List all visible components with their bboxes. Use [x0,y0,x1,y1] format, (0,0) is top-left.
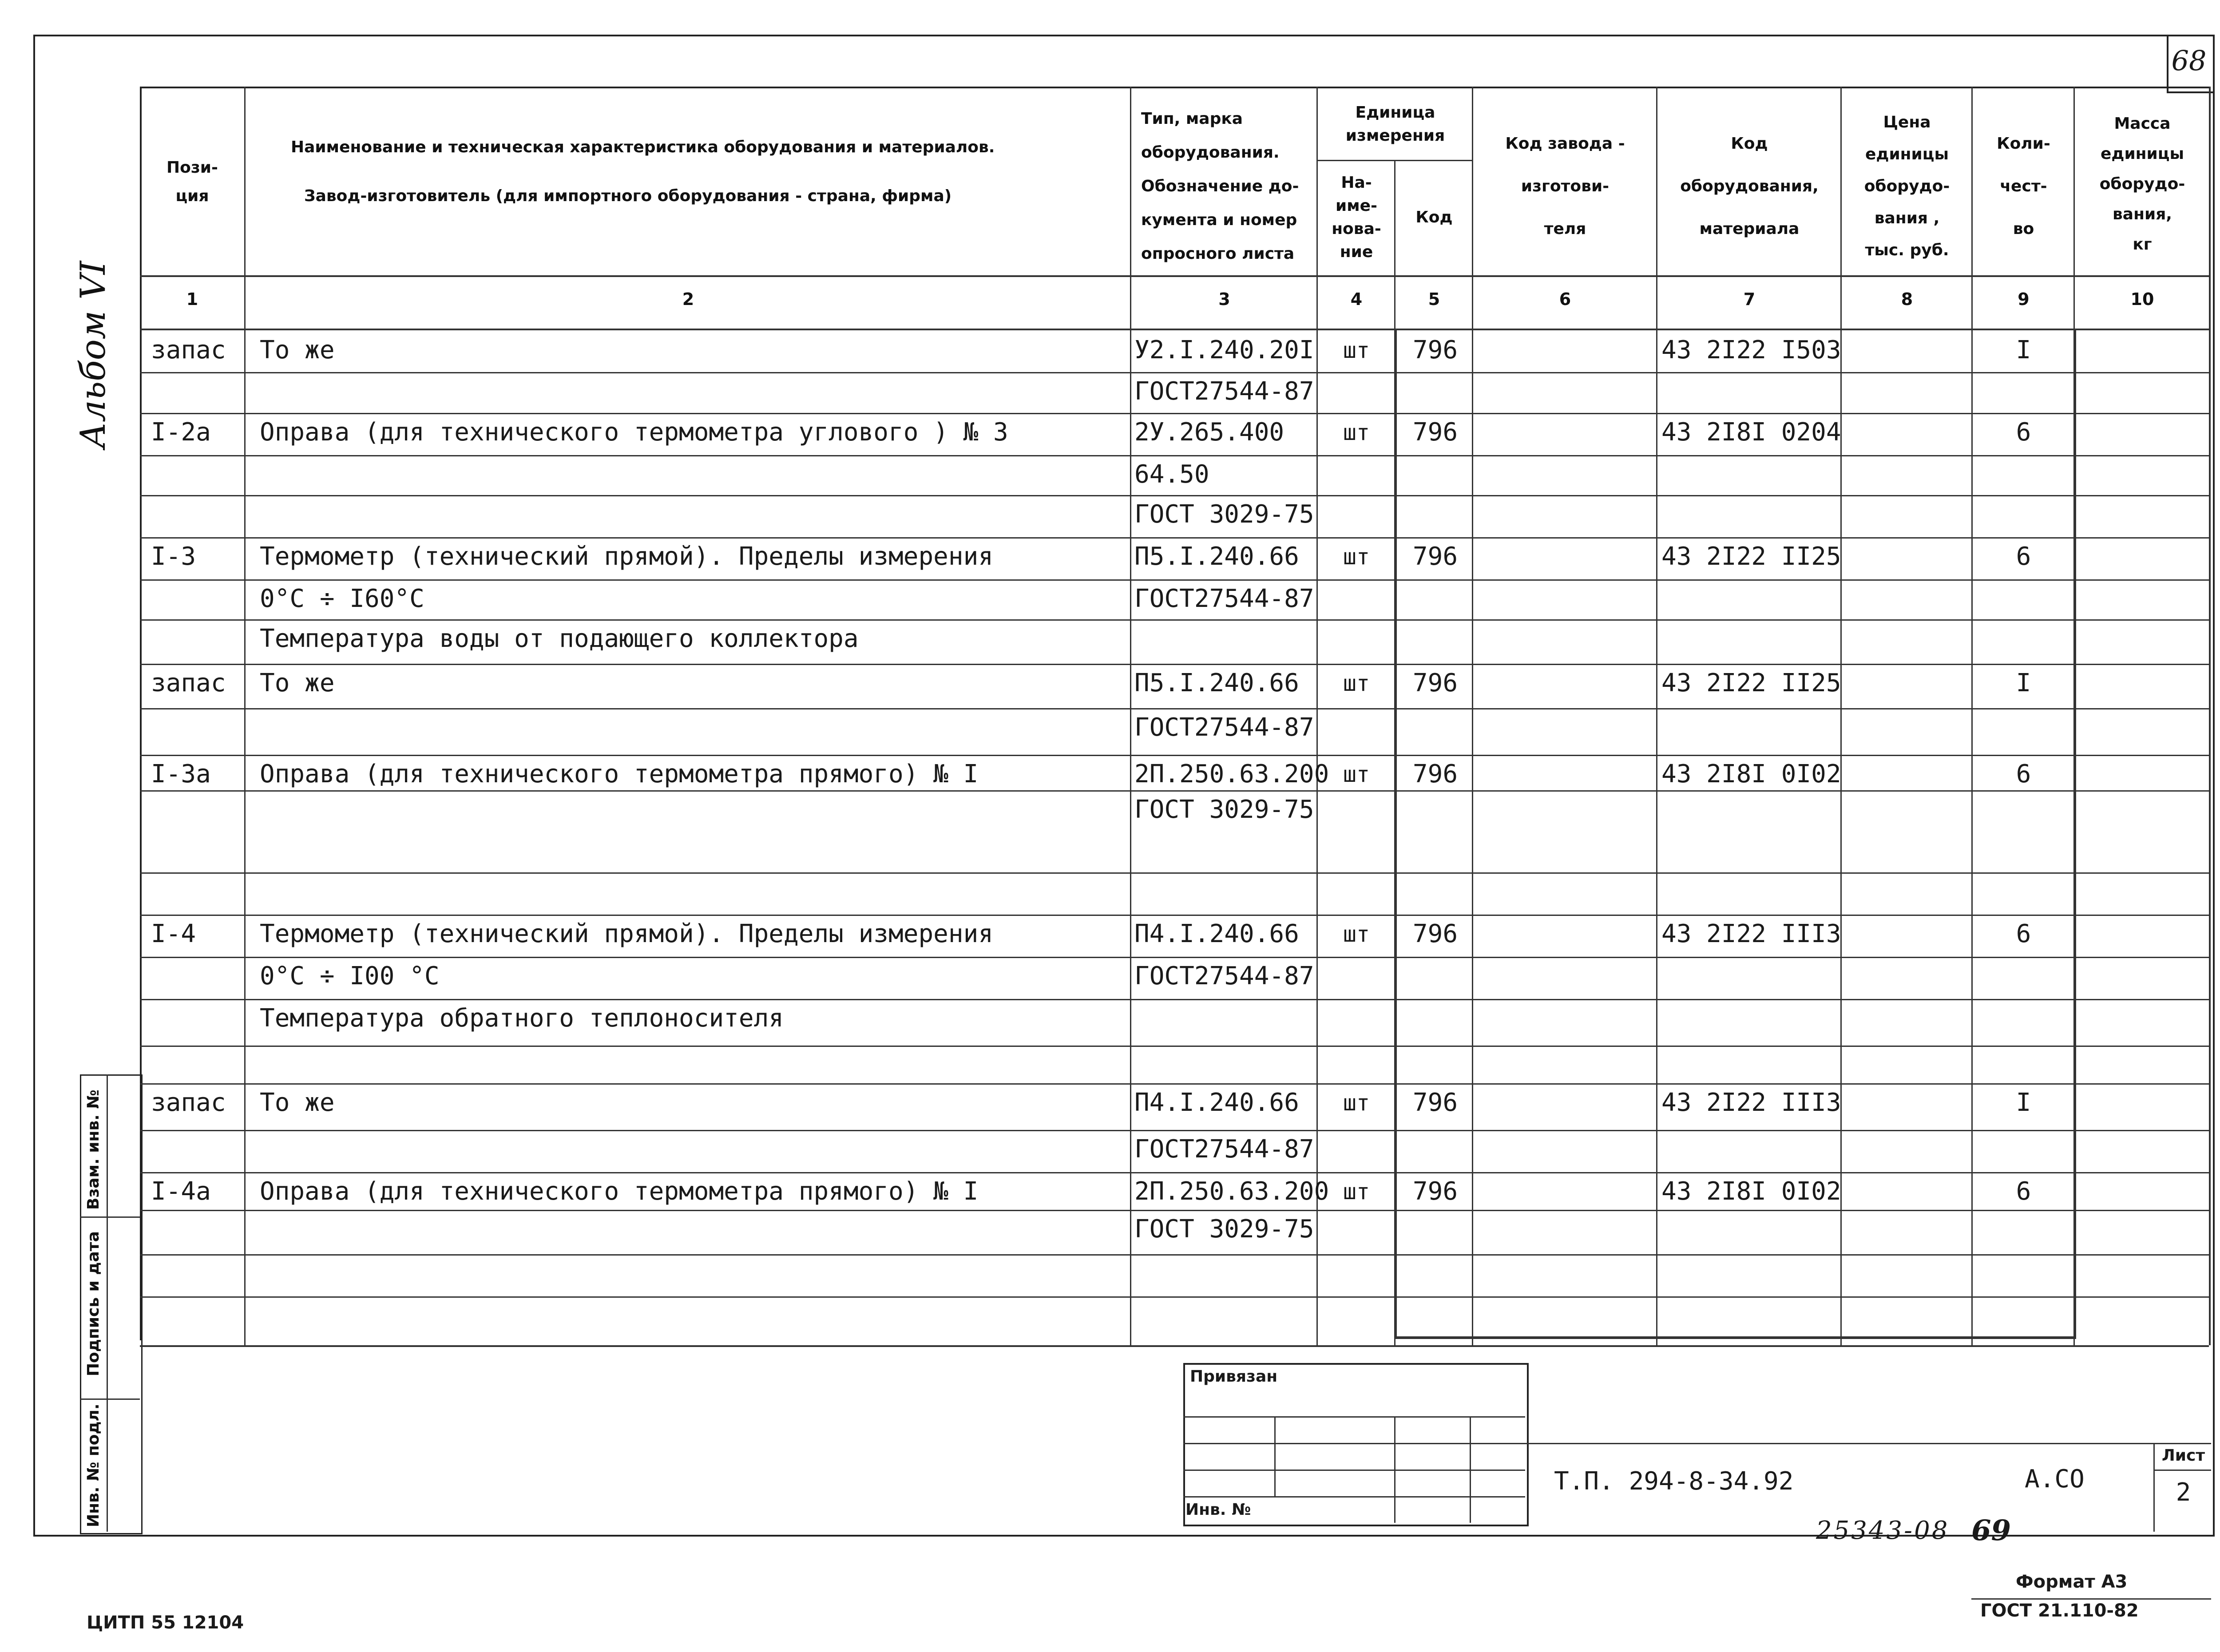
cell-type: 2П.250.63.200 [1134,1177,1329,1206]
col-number: 10 [2130,289,2154,309]
cell-name: То же [260,1088,335,1117]
cell-unit: шт [1343,670,1370,696]
cell-equip: 43 2I22 II25 [1661,542,1841,571]
album-label: Альбом VI [73,261,113,448]
inv-podl-label: Инв. № подл. [84,1403,103,1527]
col-number: 4 [1350,289,1363,309]
header-name-line2: Завод-изготовитель (для импортного оборудования - страна, фирма) [304,187,952,205]
header-price: Цена единицы оборудо- вания , тыс. руб. [1864,113,1950,259]
header-type: Тип, марка оборудования. Обозначение до- кумента и номер опросного листа [1141,110,1299,263]
cell-type: ГОСТ27544-87 [1134,713,1314,742]
podpis-label: Подпись и дата [84,1231,103,1376]
cell-type: 2П.250.63.200 [1134,760,1329,788]
col-number: 5 [1428,289,1440,309]
vzam-inv-label: Взам. инв. № [84,1089,103,1210]
cell-type: П4.I.240.66 [1134,919,1299,948]
cell-type: П5.I.240.66 [1134,542,1299,571]
print-code: ЦИТП 55 12104 [87,1612,244,1633]
cell-type: 64.50 [1134,460,1209,489]
cell-qty: 6 [2016,542,2031,571]
format-label: Формат А3 [2016,1572,2128,1592]
cell-pos: I-4а [151,1177,211,1206]
cell-code: 796 [1412,1088,1458,1117]
col-number: 6 [1559,289,1571,309]
cell-unit: шт [1343,761,1370,787]
col-number: 8 [1901,289,1913,309]
cell-qty: 6 [2016,1177,2031,1206]
cell-unit: шт [1343,1090,1370,1116]
list-number: 2 [2176,1478,2191,1507]
doc-code: Т.П. 294-8-34.92 [1554,1467,1794,1496]
cell-equip: 43 2I22 I503 [1661,336,1841,364]
cell-equip: 43 2I22 III3 [1661,919,1841,948]
cell-unit: шт [1343,420,1370,445]
cell-name: То же [260,336,335,364]
cell-code: 796 [1412,669,1458,697]
cell-qty: 6 [2016,418,2031,447]
cell-name: Термометр (технический прямой). Пределы измерения [260,542,994,571]
cell-type: ГОСТ27544-87 [1134,962,1314,990]
cell-pos: запас [151,669,226,697]
sheet-code: А.СО [2025,1465,2085,1494]
cell-name: Термометр (технический прямой). Пределы измерения [260,919,994,948]
handwritten-page: 69 [1971,1514,2011,1547]
header-unit-code: Код [1415,208,1453,226]
cell-name: Оправа (для технического термометра прямого) № I [260,1177,979,1206]
cell-type: ГОСТ 3029-75 [1134,795,1314,824]
header-mass: Масса единицы оборудо- вания, кг [2099,115,2185,254]
cell-type: П5.I.240.66 [1134,669,1299,697]
header-unit-name: На- име- нова- ние [1332,174,1381,261]
cell-equip: 43 2I8I 0I02 [1661,760,1841,788]
cell-name: Температура обратного теплоносителя [260,1004,784,1033]
cell-type: У2.I.240.20I [1134,336,1314,364]
cell-pos: I-4 [151,919,196,948]
cell-qty: 6 [2016,760,2031,788]
cell-type: ГОСТ27544-87 [1134,584,1314,613]
header-qty: Коли- чест- во [1997,135,2050,238]
cell-unit: шт [1343,921,1370,947]
cell-unit: шт [1343,1179,1370,1204]
col-number: 3 [1218,289,1230,309]
cell-type: ГОСТ27544-87 [1134,1135,1314,1164]
header-equip-code: Код оборудования, материала [1680,135,1819,238]
cell-equip: 43 2I22 II25 [1661,669,1841,697]
col-number: 9 [2018,289,2030,309]
col-number: 7 [1743,289,1756,309]
col-number: 1 [186,289,198,309]
cell-code: 796 [1412,1177,1458,1206]
cell-qty: I [2016,336,2031,364]
cell-name: Температура воды от подающего коллектора [260,624,859,653]
inv-no-label: Инв. № [1185,1501,1251,1519]
cell-code: 796 [1412,336,1458,364]
cell-qty: I [2016,669,2031,697]
cell-equip: 43 2I8I 0I02 [1661,1177,1841,1206]
cell-equip: 43 2I8I 0204 [1661,418,1841,447]
gost-label: ГОСТ 21.110-82 [1980,1600,2139,1621]
cell-code: 796 [1412,542,1458,571]
cell-name: То же [260,669,335,697]
cell-pos: I-3а [151,760,211,788]
cell-type: ГОСТ 3029-75 [1134,500,1314,529]
cell-code: 796 [1412,919,1458,948]
cell-pos: I-3 [151,542,196,571]
list-label: Лист [2161,1446,2205,1465]
cell-pos: запас [151,1088,226,1117]
cell-type: ГОСТ27544-87 [1134,377,1314,406]
cell-qty: 6 [2016,919,2031,948]
cell-pos: I-2а [151,418,211,447]
cell-type: П4.I.240.66 [1134,1088,1299,1117]
header-name-line1: Наименование и техническая характеристика оборудования и материалов. [291,138,995,156]
col-number: 2 [682,289,694,309]
header-pos: Пози- ция [166,158,218,205]
cell-unit: шт [1343,337,1370,363]
cell-qty: I [2016,1088,2031,1117]
cell-pos: запас [151,336,226,364]
handwritten-number: 25343-08 [1816,1516,1950,1545]
cell-type: 2У.265.400 [1134,418,1284,447]
cell-code: 796 [1412,418,1458,447]
cell-unit: шт [1343,544,1370,570]
cell-name: 0°С ÷ I00 °С [260,962,440,990]
cell-code: 796 [1412,760,1458,788]
cell-type: ГОСТ 3029-75 [1134,1215,1314,1244]
page-number: 68 [2171,44,2207,77]
privyazan-label: Привязан [1190,1367,1278,1386]
cell-name: Оправа (для технического термометра прямого) № I [260,760,979,788]
cell-name: 0°С ÷ I60°С [260,584,424,613]
header-unit: Единица измерения [1345,103,1445,145]
header-factory-code: Код завода - изготови- теля [1505,135,1625,238]
cell-name: Оправа (для технического термометра углового ) № 3 [260,418,1008,447]
cell-equip: 43 2I22 III3 [1661,1088,1841,1117]
